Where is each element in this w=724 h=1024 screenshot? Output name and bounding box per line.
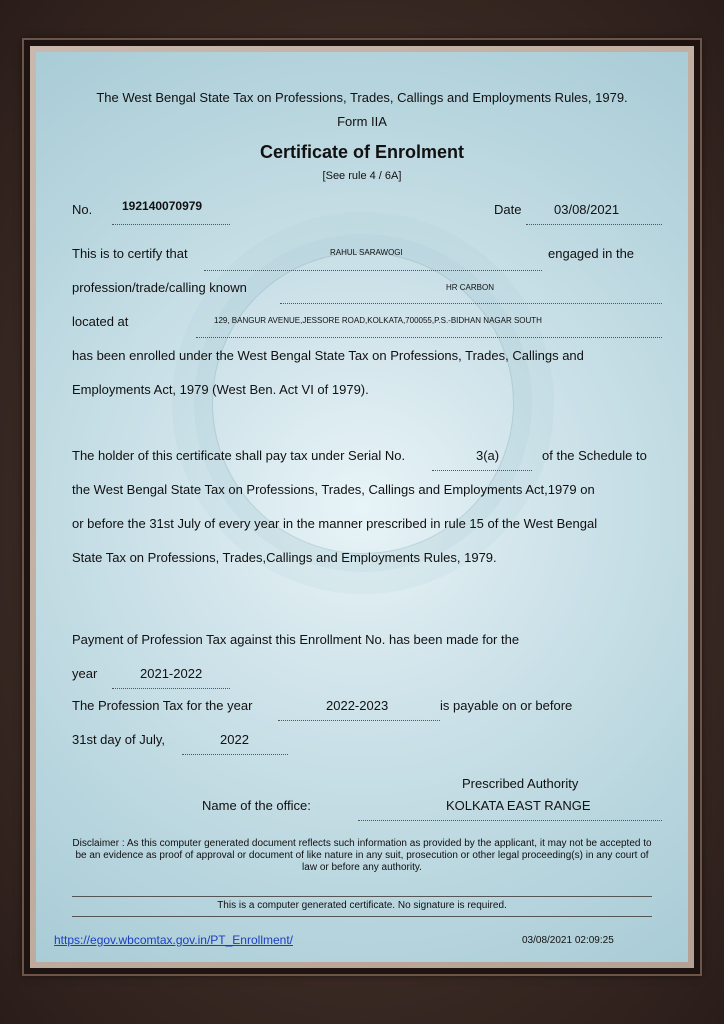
no-label: No. [72, 202, 93, 217]
business-underline [280, 303, 662, 304]
holder-name: RAHUL SARAWOGI [330, 248, 403, 257]
disclaimer: Disclaimer : As this computer generated document reflects such information as provided by the applicant, it may not be accepted to be an evidence as proof of approval or document of like nature in any suit, prosecution or other legal proceeding(s) in any court of law or before any authority. [72, 838, 652, 873]
date-underline [526, 224, 662, 225]
holder-line-1-end: of the Schedule to [542, 448, 647, 463]
page-title: Certificate of Enrolment [259, 142, 465, 162]
address-underline [196, 337, 662, 338]
form-number: Form IIA [337, 114, 387, 129]
year-label: year [72, 666, 98, 681]
tax-year-value: 2022-2023 [326, 698, 389, 713]
holder-line-2: the West Bengal State Tax on Professions, Trades, Callings and Employments Act,1979 on [72, 482, 595, 497]
business-name: HR CARBON [446, 283, 495, 292]
date-label: Date [494, 202, 522, 217]
enrollment-link[interactable]: https://egov.wbcomtax.gov.in/PT_Enrollment/ [54, 933, 293, 947]
no-underline [112, 224, 230, 225]
located-label: located at [72, 314, 129, 329]
office-label: Name of the office: [202, 798, 311, 813]
footer-divider [72, 896, 652, 897]
holder-line-3: or before the 31st July of every year in the manner prescribed in rule 15 of the West Bengal [72, 516, 598, 531]
generated-timestamp: 03/08/2021 02:09:25 [522, 935, 614, 946]
certify-label: This is to certify that [72, 246, 188, 261]
profession-label: profession/trade/calling known [72, 280, 247, 295]
enrolled-line-2: Employments Act, 1979 (West Ben. Act VI of 1979). [72, 382, 369, 397]
tax-year-underline [278, 720, 440, 721]
july-year: 2022 [220, 732, 249, 747]
serial-number: 3(a) [476, 448, 500, 463]
year-value: 2021-2022 [140, 666, 203, 681]
payment-line: Payment of Profession Tax against this Enrollment No. has been made for the [72, 632, 520, 647]
name-underline [204, 270, 542, 271]
engaged-label: engaged in the [548, 246, 635, 261]
enrolled-line-1: has been enrolled under the West Bengal State Tax on Professions, Trades, Callings and [72, 348, 584, 363]
holder-line-1: The holder of this certificate shall pay tax under Serial No. [72, 448, 406, 463]
year-underline [112, 688, 230, 689]
generated-note: This is a computer generated certificate. No signature is required. [217, 900, 507, 911]
footer-divider-2 [72, 916, 652, 917]
tax-year-label: The Profession Tax for the year [72, 698, 253, 713]
office-value: KOLKATA EAST RANGE [446, 798, 591, 813]
watermark-seal [212, 252, 514, 554]
holder-line-4: State Tax on Professions, Trades,Callings and Employments Rules, 1979. [72, 550, 497, 565]
prescribed-authority: Prescribed Authority [462, 776, 579, 791]
address: 129, BANGUR AVENUE,JESSORE ROAD,KOLKATA,700055,P.S.-BIDHAN NAGAR SOUTH [214, 316, 542, 325]
july-year-underline [182, 754, 288, 755]
certificate-paper [36, 52, 688, 962]
rule-reference: [See rule 4 / 6A] [322, 170, 402, 182]
enrolment-number: 192140070979 [122, 199, 203, 213]
serial-underline [432, 470, 532, 471]
office-underline [358, 820, 662, 821]
july-label: 31st day of July, [72, 732, 165, 747]
payable-label: is payable on or before [440, 698, 573, 713]
rules-title: The West Bengal State Tax on Professions, Trades, Callings and Employments Rules, 1979. [96, 90, 628, 105]
date-value: 03/08/2021 [554, 202, 620, 217]
